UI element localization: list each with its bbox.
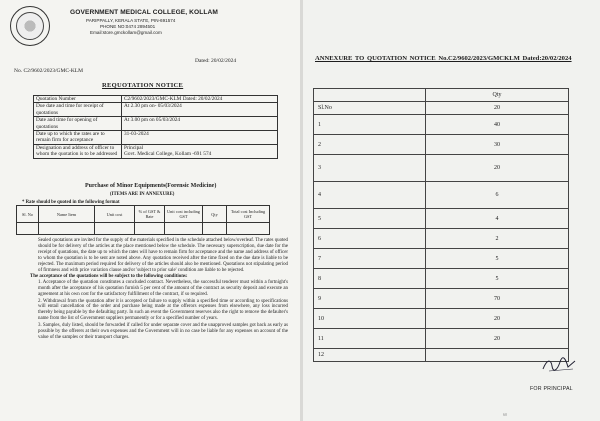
qty-cell: 20 bbox=[426, 102, 569, 115]
college-seal-icon bbox=[10, 6, 50, 46]
college-phone: PHONE NO:0474 2894501 bbox=[100, 24, 156, 29]
info-value: 31-03-2024 bbox=[122, 131, 278, 145]
table-row bbox=[314, 182, 569, 209]
table-row bbox=[17, 223, 270, 235]
qty-cell: 70 bbox=[426, 289, 569, 309]
intro-paragraph: Sealed quotations are invited for the supply of the materials specified in the schedule attached below/overleaf. The rates quoted should be for delivery of the articles at the place mentioned below the schedule. The necessary superscription, due date for the receipt of quotations, the date up to which the rates will have to remain firm for acceptance and the name and address of officer to whom the quotation is to be sent are noted above. Any quotation received after the time fixed on the due date is liable to be rejected. The maximum period required for delivery of the articles should also be mentioned. Quotations not stipulating period of firmness and with price variation clause and/or 'subject to prior sale' condition are liable to be rejected. bbox=[38, 238, 288, 273]
column-header: Qty bbox=[203, 206, 227, 223]
info-row bbox=[34, 131, 278, 145]
rate-format-table bbox=[16, 205, 270, 235]
qty-cell: 40 bbox=[426, 115, 569, 135]
table-row bbox=[314, 102, 569, 115]
college-name: GOVERNMENT MEDICAL COLLEGE, KOLLAM bbox=[70, 9, 218, 16]
rate-format-note: * Rate should be quoted in the following format bbox=[22, 200, 120, 205]
condition-2: 2. Withdrawal from the quotation after it is accepted or failure to supply within a specified time or according to specifications will entail cancellation of the order and purchase being made at the offerors expenses from elsewhere, any loss incurred thereby being payable by the defaulting party. In such an event the Government reserves also the right to remove the defaulter's name from the list of Government suppliers permanently or for a specified number of years. bbox=[38, 298, 288, 322]
info-row bbox=[34, 103, 278, 117]
sl-header: Sl.No bbox=[314, 102, 426, 115]
qty-cell: 20 bbox=[426, 329, 569, 349]
table-row bbox=[314, 155, 569, 182]
info-value: At 2.30 pm on- 05/03/2024 bbox=[122, 103, 278, 117]
table-row bbox=[314, 89, 569, 102]
qty-cell: 6 bbox=[426, 182, 569, 209]
college-address: PARIPPALLY, KERALA STATE, PIN-691574 bbox=[86, 18, 176, 23]
condition-1: 1. Acceptance of the quotation constitutes a concluded contract. Nevertheless, the successful tenderer must within a fortnight's month after the acceptance of his quotation furnish 5 per cent of the amount of the contract as security deposit and execute an agreement at his own cost for the satisfactory fulfillment of the contract, if so required. bbox=[38, 280, 288, 298]
info-value: At 3.00 pm on 05/03/2024 bbox=[122, 117, 278, 131]
info-label: Quotation Number bbox=[34, 96, 122, 103]
annexure-qty-table bbox=[313, 88, 569, 362]
sl-cell: 5 bbox=[314, 209, 426, 229]
sl-cell: 4 bbox=[314, 182, 426, 209]
table-row bbox=[314, 249, 569, 269]
qty-cell: 5 bbox=[426, 249, 569, 269]
items-note: (ITEMS ARE IN ANNEXURE) bbox=[110, 192, 175, 197]
table-row bbox=[314, 309, 569, 329]
sl-cell: 9 bbox=[314, 289, 426, 309]
conditions-heading: The acceptance of the quotations will be subject to the following conditions: bbox=[30, 273, 188, 279]
condition-3: 3. Samples, duly listed, should be forwarded if called for under separate cover and the unapproved samples got back as early as possible by the offerers at their own expenses and the Government will in no case be liable for any expenses on account of the value of the samples or their transport charges. bbox=[38, 322, 288, 340]
principal-signature-icon bbox=[539, 356, 579, 374]
sl-cell: 8 bbox=[314, 269, 426, 289]
sl-cell: 1 bbox=[314, 115, 426, 135]
sl-cell: 2 bbox=[314, 135, 426, 155]
column-header: Sl. No bbox=[17, 206, 39, 223]
annexure-title: ANNEXURE TO QUOTATION NOTICE No.C2/9602/2023/GMCKLM Dated:20/02/2024 bbox=[315, 55, 572, 62]
info-value: C2/9602/2023/GMC-KLM Dated: 20/02/2024 bbox=[122, 96, 278, 103]
terms-text bbox=[30, 238, 288, 341]
qty-cell: 20 bbox=[426, 155, 569, 182]
purchase-heading: Purchase of Minor Equipments(Forensic Medicine) bbox=[85, 183, 217, 189]
college-email: Email:store.gmckollam@gmail.com bbox=[90, 30, 162, 35]
info-label: Due date and time for receipt of quotations bbox=[34, 103, 122, 117]
info-row bbox=[34, 96, 278, 103]
qty-cell: 20 bbox=[426, 309, 569, 329]
qty-cell: 2 bbox=[426, 229, 569, 249]
info-row bbox=[34, 144, 278, 158]
table-row bbox=[314, 209, 569, 229]
notice-date: Dated: 20/02/2024 bbox=[195, 58, 237, 64]
column-header: Unit cost bbox=[95, 206, 135, 223]
column-header: % of GST & Rate bbox=[135, 206, 165, 223]
column-header: Unit cost including GST bbox=[165, 206, 203, 223]
info-label: Date up to which the rates are to remain firm for acceptance bbox=[34, 131, 122, 145]
table-row bbox=[314, 349, 569, 362]
qty-cell: 30 bbox=[426, 135, 569, 155]
page-number: 60 bbox=[503, 412, 507, 417]
sl-cell: 6 bbox=[314, 229, 426, 249]
sl-cell: 3 bbox=[314, 155, 426, 182]
column-header: Total cost Including GST bbox=[227, 206, 270, 223]
annexure-page bbox=[303, 0, 600, 421]
sl-cell: 10 bbox=[314, 309, 426, 329]
info-label: Date and time for opening of quotations bbox=[34, 117, 122, 131]
table-row bbox=[314, 135, 569, 155]
qty-cell: 4 bbox=[426, 209, 569, 229]
table-row bbox=[314, 289, 569, 309]
table-row bbox=[314, 115, 569, 135]
table-row bbox=[314, 229, 569, 249]
qty-cell: 5 bbox=[426, 269, 569, 289]
table-row bbox=[314, 329, 569, 349]
info-row bbox=[34, 117, 278, 131]
table-row bbox=[314, 269, 569, 289]
sl-cell: 12 bbox=[314, 349, 426, 362]
notice-title: REQUOTATION NOTICE bbox=[102, 82, 184, 89]
sl-cell: 7 bbox=[314, 249, 426, 269]
qty-header: Qty bbox=[426, 89, 569, 102]
info-label: Designation and address of officer to whom the quotation is to be addressed bbox=[34, 144, 122, 158]
info-value: Principal Govt. Medical College, Kollam -691 574 bbox=[122, 144, 278, 158]
notice-reference: No. C2/9602/2023/GMC-KLM bbox=[14, 68, 84, 74]
column-header: Name Item bbox=[39, 206, 95, 223]
sl-cell: 11 bbox=[314, 329, 426, 349]
for-principal-label: FOR PRINCIPAL bbox=[530, 386, 573, 392]
quotation-info-table bbox=[33, 95, 278, 159]
